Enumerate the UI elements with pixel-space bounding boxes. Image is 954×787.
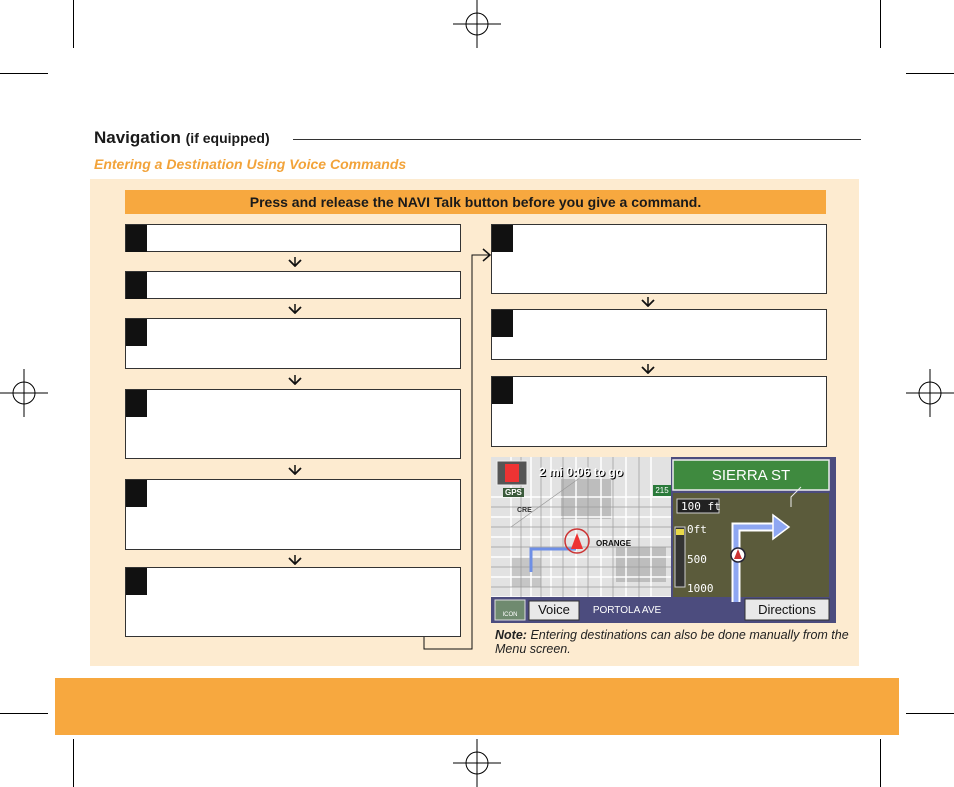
- step-box: [491, 376, 827, 447]
- crop-mark: [73, 739, 74, 787]
- down-arrow-icon: [288, 375, 302, 385]
- step-box: [125, 318, 461, 369]
- down-arrow-icon: [641, 297, 655, 307]
- gauge-bottom-label: 1000: [687, 582, 714, 595]
- step-number-block: [126, 390, 147, 417]
- down-arrow-icon: [288, 555, 302, 565]
- voice-button[interactable]: Voice: [538, 602, 570, 617]
- step-number-block: [492, 225, 513, 252]
- step-box: [125, 271, 461, 299]
- step-box: [125, 389, 461, 459]
- step-box: [125, 224, 461, 252]
- crop-mark: [0, 73, 48, 74]
- step-number-block: [126, 272, 147, 299]
- step-box: [491, 309, 827, 360]
- eta-readout: 2 mi 0:06 to go: [539, 465, 624, 479]
- icon-button[interactable]: ICON: [502, 612, 518, 618]
- note-label: Note:: [495, 628, 527, 642]
- page-title-text: Navigation: [94, 128, 181, 147]
- step-box: [125, 567, 461, 637]
- map-label: CRE: [517, 507, 532, 514]
- current-street-label: PORTOLA AVE: [592, 605, 662, 616]
- gauge-mid-label: 500: [687, 553, 707, 566]
- map-label: ORANGE: [596, 539, 632, 548]
- page-title: [94, 128, 270, 148]
- title-rule: [293, 139, 861, 140]
- down-arrow-icon: [288, 465, 302, 475]
- step-box: [491, 224, 827, 294]
- note-text: [495, 628, 855, 656]
- down-arrow-icon: [641, 364, 655, 374]
- crop-mark: [73, 0, 74, 48]
- footer-bar: [55, 678, 899, 735]
- down-arrow-icon: [288, 257, 302, 267]
- street-name-banner: SIERRA ST: [711, 467, 791, 484]
- registration-mark: [906, 369, 954, 417]
- down-arrow-icon: [288, 304, 302, 314]
- directions-button[interactable]: Directions: [758, 602, 816, 617]
- gauge-top-label: 0ft: [687, 523, 707, 536]
- registration-mark: [0, 369, 48, 417]
- page-title-suffix: (if equipped): [185, 130, 270, 146]
- step-box: [125, 479, 461, 550]
- crop-mark: [906, 73, 954, 74]
- registration-mark: [453, 739, 501, 787]
- section-subtitle: Entering a Destination Using Voice Commands: [94, 156, 407, 172]
- crop-mark: [880, 0, 881, 48]
- step-number-block: [126, 225, 147, 252]
- note-body: Entering destinations can also be done manually from the Menu screen.: [495, 628, 849, 656]
- map-scale: 100 ft: [681, 500, 721, 513]
- connector-arrow-icon: [420, 245, 492, 650]
- instruction-banner: Press and release the NAVI Talk button before you give a command.: [125, 190, 826, 214]
- crop-mark: [906, 713, 954, 714]
- navigation-screen-image: [491, 457, 836, 623]
- step-number-block: [126, 568, 147, 595]
- gps-indicator: GPS: [505, 488, 522, 497]
- crop-mark: [880, 739, 881, 787]
- step-number-block: [126, 480, 147, 507]
- step-number-block: [126, 319, 147, 346]
- step-number-block: [492, 377, 513, 404]
- step-number-block: [492, 310, 513, 337]
- route-shield-icon: 215: [653, 485, 671, 496]
- crop-mark: [0, 713, 48, 714]
- registration-mark: [453, 0, 501, 48]
